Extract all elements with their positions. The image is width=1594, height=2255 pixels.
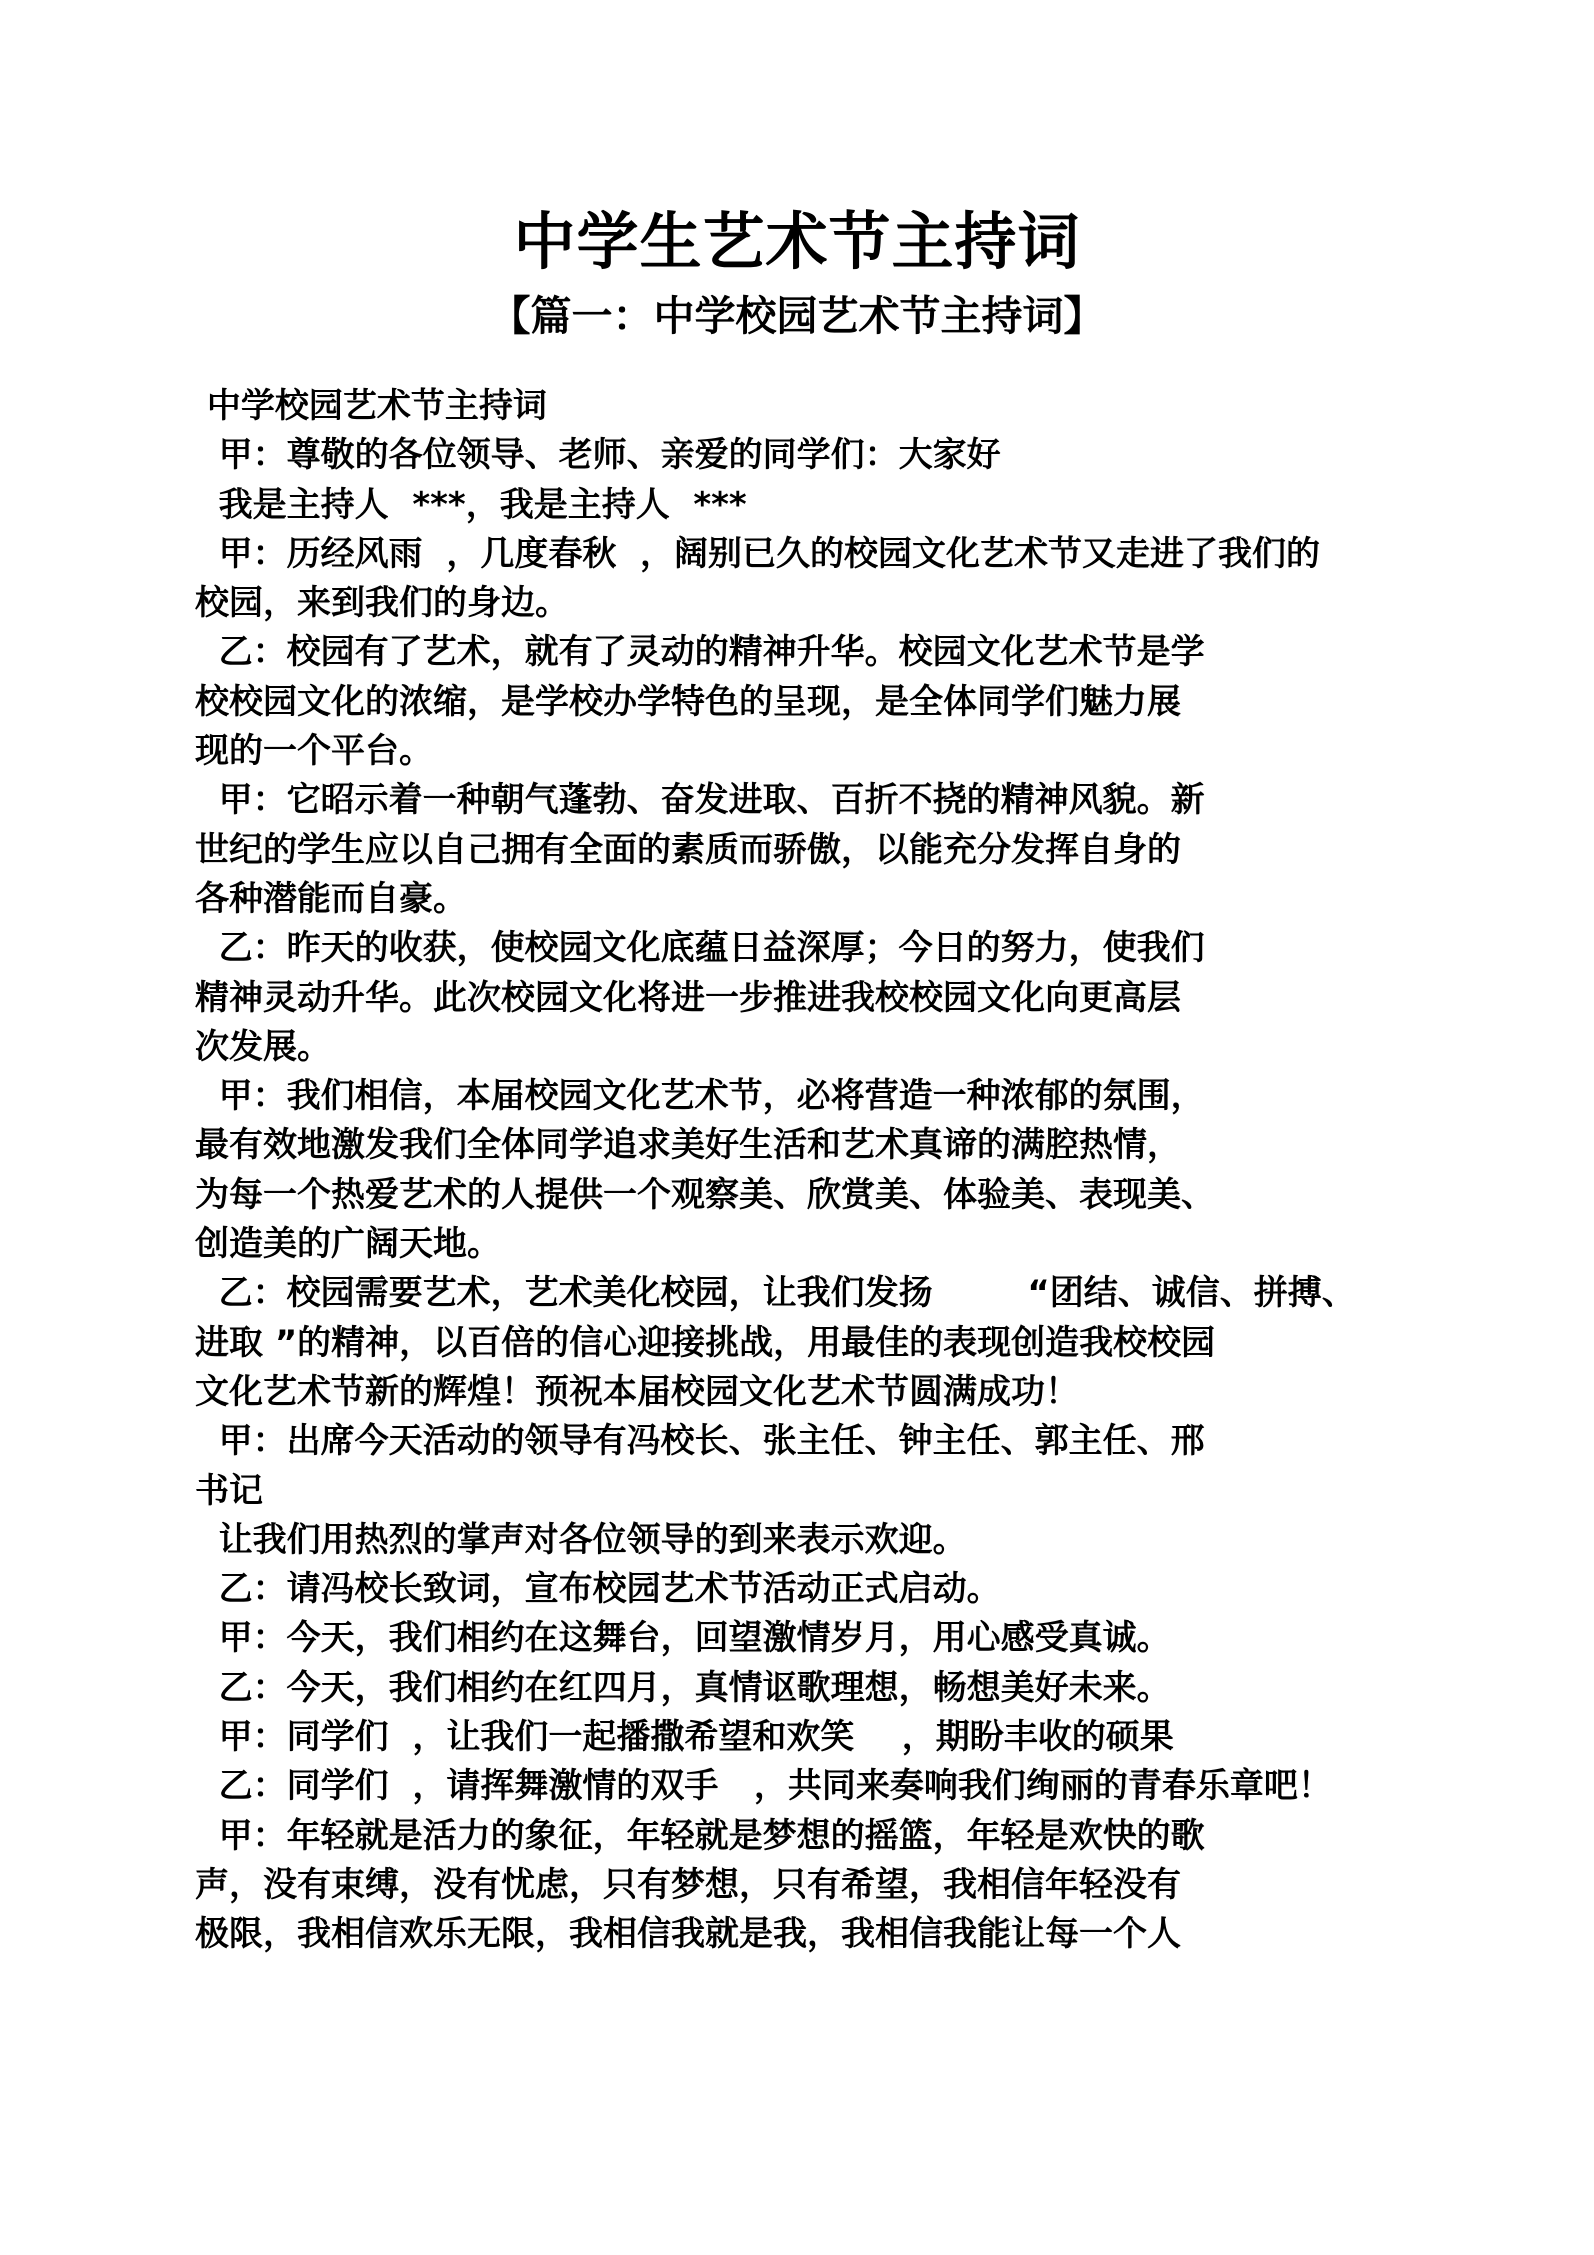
body-line: 次发展。 <box>195 1026 331 1067</box>
body-line: 乙：今天，我们相约在红四月，真情讴歌理想，畅想美好未来。 <box>195 1667 1171 1708</box>
body-line: 书记 <box>195 1470 263 1511</box>
body-line: 世纪的学生应以自己拥有全面的素质而骄傲，以能充分发挥自身的 <box>195 829 1181 870</box>
body-line: 乙：昨天的收获，使校园文化底蕴日益深厚；今日的努力，使我们 <box>195 928 1205 969</box>
document-body <box>195 382 1445 1960</box>
body-line: 精神灵动升华。此次校园文化将进一步推进我校校园文化向更高层 <box>195 977 1181 1018</box>
body-line: 中学校园艺术节主持词 <box>195 386 547 426</box>
body-line: 乙：请冯校长致词，宣布校园艺术节活动正式启动。 <box>195 1569 1001 1610</box>
body-line: 最有效地激发我们全体同学追求美好生活和艺术真谛的满腔热情， <box>195 1125 1181 1166</box>
body-line: 甲：出席今天活动的领导有冯校长、张主任、钟主任、郭主任、邢 <box>195 1421 1205 1462</box>
body-line: 甲：我们相信，本届校园文化艺术节，必将营造一种浓郁的氛围， <box>195 1076 1205 1117</box>
body-line: 乙：同学们 ，请挥舞激情的双手 ，共同来奏响我们绚丽的青春乐章吧！ <box>195 1766 1332 1807</box>
document-title: 中学生艺术节主持词 <box>513 205 1081 278</box>
body-line: 为每一个热爱艺术的人提供一个观察美、欣赏美、体验美、表现美、 <box>195 1174 1215 1215</box>
body-line: 让我们用热烈的掌声对各位领导的到来表示欢迎。 <box>195 1519 967 1560</box>
body-line: 校校园文化的浓缩，是学校办学特色的呈现，是全体同学们魅力展 <box>195 681 1181 722</box>
body-line: 乙：校园需要艺术，艺术美化校园，让我们发扬 “团结、诚信、拼搏、 <box>195 1273 1356 1314</box>
body-line: 各种潜能而自豪。 <box>195 878 467 919</box>
body-line: 极限，我相信欢乐无限，我相信我就是我，我相信我能让每一个人 <box>195 1914 1181 1955</box>
body-line: 声，没有束缚，没有忧虑，只有梦想，只有希望，我相信年轻没有 <box>195 1864 1181 1905</box>
document-subtitle: 【篇一：中学校园艺术节主持词】 <box>489 292 1105 340</box>
body-line: 甲：今天，我们相约在这舞台，回望激情岁月，用心感受真诚。 <box>195 1618 1171 1659</box>
body-line: 文化艺术节新的辉煌！预祝本届校园文化艺术节圆满成功！ <box>195 1371 1079 1412</box>
body-line: 甲：历经风雨 ，几度春秋 ，阔别已久的校园文化艺术节又走进了我们的 <box>195 533 1321 574</box>
body-line: 现的一个平台。 <box>195 731 433 772</box>
body-line: 乙：校园有了艺术，就有了灵动的精神升华。校园文化艺术节是学 <box>195 632 1205 673</box>
body-line: 甲：年轻就是活力的象征，年轻就是梦想的摇篮，年轻是欢快的歌 <box>195 1815 1205 1856</box>
body-line: 我是主持人 ***，我是主持人 *** <box>195 484 747 525</box>
body-line: 甲：它昭示着一种朝气蓬勃、奋发进取、百折不挠的精神风貌。新 <box>195 780 1205 821</box>
body-line: 校园，来到我们的身边。 <box>195 583 569 624</box>
body-line: 甲：同学们 ，让我们一起播撒希望和欢笑 ，期盼丰收的硕果 <box>195 1717 1174 1758</box>
body-line: 进取 ”的精神，以百倍的信心迎接挑战，用最佳的表现创造我校校园 <box>195 1322 1216 1363</box>
body-line: 甲：尊敬的各位领导、老师、亲爱的同学们：大家好 <box>195 435 1001 476</box>
body-line: 创造美的广阔天地。 <box>195 1224 501 1265</box>
